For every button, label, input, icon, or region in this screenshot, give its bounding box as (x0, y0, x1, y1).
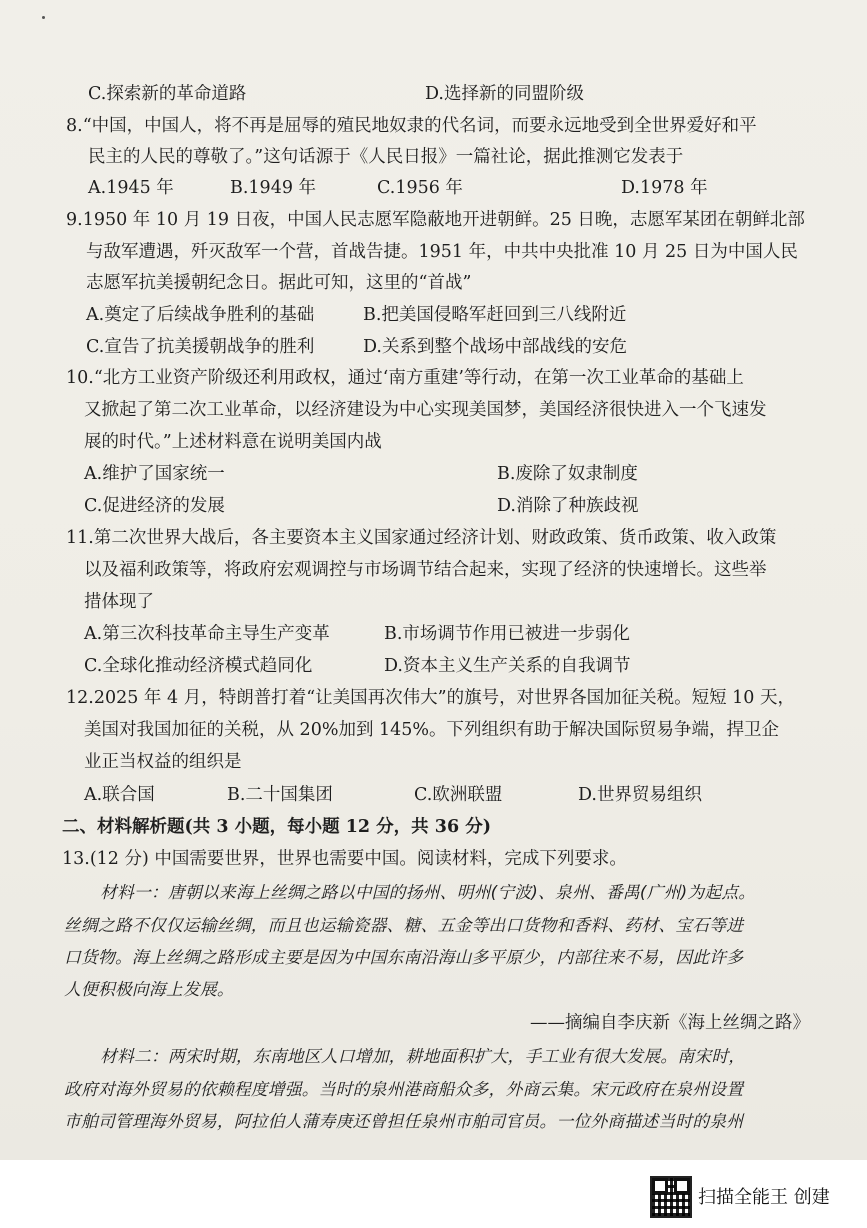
material-one-line1: 材料一：唐朝以来海上丝绸之路以中国的扬州、明州(宁波)、泉州、番禺(广州)为起点。 (100, 882, 756, 902)
q7-option-c: C.探索新的革命道路 (88, 84, 247, 104)
q11-stem-line3: 措体现了 (84, 592, 154, 612)
q8-option-c: C.1956 年 (377, 178, 463, 198)
q8-stem-line2: 民主的人民的尊敬了。”这句话源于《人民日报》一篇社论，据此推测它发表于 (88, 147, 684, 167)
material-two-line1: 材料二：两宋时期，东南地区人口增加，耕地面积扩大，手工业有很大发展。南宋时， (100, 1046, 746, 1066)
q10-stem-line2: 又掀起了第二次工业革命，以经济建设为中心实现美国梦，美国经济很快进入一个飞速发 (84, 400, 767, 420)
q12-option-d: D.世界贸易组织 (578, 785, 702, 805)
q11-option-c: C.全球化推动经济模式趋同化 (84, 656, 313, 676)
q8-option-d: D.1978 年 (621, 178, 708, 198)
q10-stem-line1: 10.“北方工业资产阶级还利用政权，通过‘南方重建’等行动，在第一次工业革命的基础上 (66, 368, 744, 388)
material-one-line4: 人便积极向海上发展。 (64, 979, 234, 999)
section-two-heading: 二、材料解析题(共 3 小题，每小题 12 分，共 36 分) (62, 817, 491, 837)
q9-stem-line2: 与敌军遭遇，歼灭敌军一个营，首战告捷。1951 年，中共中央批准 10 月 25 日为中国人民 (86, 242, 798, 262)
q9-option-a: A.奠定了后续战争胜利的基础 (86, 305, 315, 325)
q11-stem-line2: 以及福利政策等，将政府宏观调控与市场调节结合起来，实现了经济的快速增长。这些举 (84, 560, 767, 580)
material-two-line3: 市舶司管理海外贸易，阿拉伯人蒲寿庚还曾担任泉州市舶司官员。一位外商描述当时的泉州 (64, 1111, 744, 1131)
q8-stem-line1: 8.“中国，中国人，将不再是屈辱的殖民地奴隶的代名词，而要永远地受到全世界爱好和平 (66, 116, 757, 136)
q10-option-a: A.维护了国家统一 (84, 464, 225, 484)
q11-stem-line1: 11.第二次世界大战后，各主要资本主义国家通过经济计划、财政政策、货币政策、收入政策 (66, 528, 777, 548)
page-speck (42, 16, 45, 19)
q9-stem-line1: 9.1950 年 10 月 19 日夜，中国人民志愿军隐蔽地开进朝鲜。25 日晚，志愿军某团在朝鲜北部 (66, 210, 805, 230)
q11-option-a: A.第三次科技革命主导生产变革 (84, 624, 330, 644)
q13-stem: 13.(12 分) 中国需要世界，世界也需要中国。阅读材料，完成下列要求。 (62, 849, 627, 869)
q12-stem-line1: 12.2025 年 4 月，特朗普打着“让美国再次伟大”的旗号，对世界各国加征关税。短短 10 天， (66, 688, 795, 708)
q12-option-a: A.联合国 (84, 785, 155, 805)
qr-code-icon (652, 1178, 690, 1216)
q12-stem-line2: 美国对我国加征的关税，从 20%加到 145%。下列组织有助于解决国际贸易争端，捍卫企 (84, 720, 780, 740)
q12-option-b: B.二十国集团 (227, 785, 333, 805)
q11-option-b: B.市场调节作用已被进一步弱化 (384, 624, 630, 644)
scanner-brand-label: 扫描全能王 创建 (698, 1187, 830, 1208)
q10-option-b: B.废除了奴隶制度 (497, 464, 638, 484)
q7-option-d: D.选择新的同盟阶级 (425, 84, 584, 104)
q9-option-d: D.关系到整个战场中部战线的安危 (363, 337, 627, 357)
q9-stem-line3: 志愿军抗美援朝纪念日。据此可知，这里的“首战” (86, 273, 472, 293)
q12-stem-line3: 业正当权益的组织是 (84, 752, 242, 772)
q8-option-b: B.1949 年 (230, 178, 317, 198)
q10-stem-line3: 展的时代。”上述材料意在说明美国内战 (84, 432, 382, 452)
q9-option-b: B.把美国侵略军赶回到三八线附近 (363, 305, 627, 325)
material-two-line2: 政府对海外贸易的依赖程度增强。当时的泉州港商船众多，外商云集。宋元政府在泉州设置 (64, 1079, 744, 1099)
q8-option-a: A.1945 年 (88, 178, 174, 198)
q10-option-c: C.促进经济的发展 (84, 496, 225, 516)
material-one-line3: 口货物。海上丝绸之路形成主要是因为中国东南沿海山多平原少，内部往来不易，因此许多 (64, 947, 744, 967)
q11-option-d: D.资本主义生产关系的自我调节 (384, 656, 631, 676)
q9-option-c: C.宣告了抗美援朝战争的胜利 (86, 337, 315, 357)
material-one-line2: 丝绸之路不仅仅运输丝绸，而且也运输瓷器、糖、五金等出口货物和香料、药材、宝石等进 (64, 915, 744, 935)
q10-option-d: D.消除了种族歧视 (497, 496, 639, 516)
material-one-source: ——摘编自李庆新《海上丝绸之路》 (530, 1013, 810, 1033)
q12-option-c: C.欧洲联盟 (414, 785, 503, 805)
